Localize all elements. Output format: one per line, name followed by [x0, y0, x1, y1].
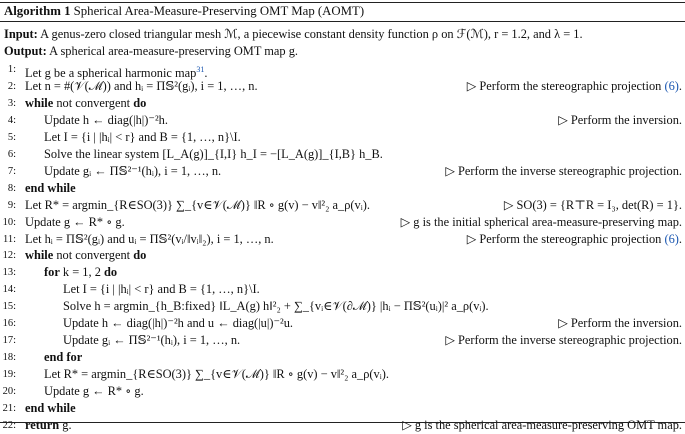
- line-statement: [25, 180, 76, 198]
- comment-end: .: [678, 231, 682, 246]
- algorithm-line: [0, 61, 685, 79]
- equation-ref[interactable]: (6): [664, 231, 679, 246]
- line-number: 15:: [2, 301, 16, 313]
- input-line: [0, 26, 685, 44]
- line-number: 17:: [2, 335, 16, 347]
- title-rule: [0, 21, 685, 22]
- input-text: A genus-zero closed triangular mesh ℳ, a piecewise constant density function ρ on ℱ(ℳ), r = 1.2, and λ = 1.: [40, 27, 583, 41]
- line-comment: [558, 315, 682, 333]
- line-number: 2:: [7, 80, 16, 92]
- comment-end: .: [678, 78, 682, 93]
- line-number: 12:: [2, 250, 16, 262]
- line-statement: [25, 400, 76, 418]
- statement-text: k = 1, 2: [59, 265, 104, 280]
- statement-text: Update g ← R* ∘ g.: [25, 214, 125, 229]
- line-statement: [25, 78, 258, 96]
- line-number: 18:: [2, 352, 16, 364]
- input-label: Input:: [4, 27, 38, 41]
- line-statement: [25, 231, 274, 249]
- statement-text: Solve h = argmin_{h_B:fixed} ‖L_A(g) h‖²₂ + ∑_{vᵢ∈𝒱(∂ℳ)} |hᵢ − Π𝕊²(uᵢ)|² a_ρ(vᵢ).: [63, 299, 489, 314]
- keyword: for: [44, 265, 60, 280]
- algorithm-line: [0, 214, 685, 232]
- line-statement: [25, 95, 146, 113]
- statement-text: Let I = {i | |hᵢ| < r} and B = {1, …, n}\I.: [63, 282, 260, 297]
- comment-text: ▷ Perform the inverse stereographic projection.: [445, 163, 682, 178]
- line-statement: [25, 247, 146, 265]
- line-statement: [25, 417, 72, 434]
- algorithm-line: [0, 400, 685, 418]
- line-number: 21:: [2, 403, 16, 414]
- statement-text: Update h ← diag(|h|)⁻²h.: [44, 112, 168, 127]
- statement-text: Let R* = argmin_{R∈SO(3)} ∑_{v∈𝒱(ℳ)} ‖R ∘ g(v) − v‖²₂ a_ρ(vᵢ).: [44, 367, 389, 382]
- keyword: end for: [44, 350, 83, 365]
- output-line: [0, 43, 685, 61]
- line-number: 4:: [7, 114, 16, 126]
- algorithm-line: [0, 383, 685, 401]
- statement-text: Solve the linear system [L_A(g)]_{I,I} h_I = −[L_A(g)]_{I,B} h_B.: [44, 146, 383, 161]
- line-comment: [402, 417, 682, 434]
- line-statement: [25, 197, 370, 215]
- keyword: while: [25, 248, 54, 263]
- statement-text: not convergent: [53, 95, 134, 110]
- algorithm-line: [0, 298, 685, 316]
- line-comment: [401, 214, 682, 232]
- line-statement: [44, 163, 221, 181]
- line-number: 20:: [2, 386, 16, 398]
- algorithm-line: [0, 247, 685, 265]
- output-label: Output:: [4, 44, 47, 58]
- algorithm-line: [0, 180, 685, 198]
- comment-text: ▷ Perform the stereographic projection: [466, 78, 665, 93]
- keyword: do: [133, 95, 147, 110]
- algorithm-name: Spherical Area-Measure-Preserving OMT Map (AOMT): [73, 4, 365, 18]
- line-number: 22:: [2, 419, 16, 431]
- algorithm-title: [4, 3, 364, 19]
- algorithm-line: [0, 349, 685, 367]
- comment-text: ▷ Perform the inversion.: [558, 112, 682, 127]
- line-statement: [44, 264, 117, 282]
- line-statement: [63, 315, 293, 333]
- keyword: while: [25, 95, 54, 110]
- comment-text: ▷ Perform the inversion.: [558, 316, 682, 331]
- line-statement: [63, 298, 489, 316]
- statement-text: Let hᵢ = Π𝕊²(gᵢ) and uᵢ = Π𝕊²(vᵢ/‖vᵢ‖₂), i = 1, …, n.: [25, 231, 274, 246]
- line-statement: [44, 349, 82, 367]
- statement-text: not convergent: [53, 248, 134, 263]
- output-text: A spherical area-measure-preserving OMT map g.: [49, 44, 298, 58]
- keyword: end while: [25, 401, 76, 415]
- line-number: 5:: [7, 131, 16, 143]
- statement-text: Let g be a spherical harmonic map: [25, 66, 197, 81]
- comment-text: ▷ Perform the stereographic projection: [466, 231, 665, 246]
- line-statement: [44, 383, 144, 401]
- comment-text: ▷ g is the initial spherical area-measure-preserving map.: [400, 214, 682, 229]
- statement-text: Let R* = argmin_{R∈SO(3)} ∑_{v∈𝒱(ℳ)} ‖R ∘ g(v) − v‖²₂ a_ρ(vᵢ).: [25, 197, 370, 212]
- line-number: 13:: [2, 267, 16, 279]
- statement-text: Let I = {i | |hᵢ| < r} and B = {1, …, n}\I.: [44, 129, 241, 144]
- line-number: 14:: [2, 284, 16, 296]
- line-statement: [44, 146, 383, 164]
- statement-text: Update gᵢ ← Π𝕊²⁻¹(hᵢ), i = 1, …, n.: [44, 163, 222, 178]
- algorithm-line: [0, 163, 685, 181]
- line-number: 9:: [7, 199, 16, 211]
- line-statement: [63, 281, 260, 299]
- line-number: 6:: [7, 148, 16, 160]
- algorithm-line: [0, 95, 685, 113]
- line-comment: [558, 112, 682, 130]
- algorithm-line: [0, 366, 685, 384]
- line-number: 3:: [7, 97, 16, 109]
- line-number: 19:: [2, 369, 16, 381]
- algorithm-line: [0, 78, 685, 96]
- algorithm-label: Algorithm 1: [4, 4, 71, 18]
- line-statement: [44, 112, 168, 130]
- line-statement: [44, 129, 241, 147]
- comment-text: ▷ SO(3) = {R⊤R = I₃, det(R) = 1}.: [503, 197, 682, 212]
- line-statement: [63, 332, 240, 350]
- algorithm-line: [0, 146, 685, 164]
- citation-ref[interactable]: 31: [196, 65, 205, 74]
- keyword: end while: [25, 180, 76, 195]
- line-number: 10:: [2, 216, 16, 228]
- statement-end: .: [204, 66, 208, 81]
- comment-text: ▷ Perform the inverse stereographic projection.: [445, 333, 682, 348]
- line-comment: [467, 231, 682, 249]
- statement-text: Update h ← diag(|h|)⁻²h and u ← diag(|u|)⁻²u.: [63, 316, 294, 331]
- algorithm-line: [0, 197, 685, 215]
- line-number: 16:: [2, 318, 16, 330]
- algorithm-line: [0, 332, 685, 350]
- line-comment: [445, 163, 682, 181]
- line-number: 1:: [7, 64, 16, 75]
- line-statement: [25, 214, 125, 232]
- algorithm-line: [0, 112, 685, 130]
- algorithm-line: [0, 417, 685, 434]
- line-number: 11:: [2, 233, 16, 245]
- comment-text: ▷ g is the spherical area-measure-preserving OMT map.: [402, 417, 682, 432]
- keyword: do: [104, 265, 118, 280]
- line-comment: [504, 197, 682, 215]
- line-number: 7:: [7, 165, 16, 177]
- bottom-rule: [0, 422, 685, 423]
- keyword: return: [25, 417, 60, 432]
- line-statement: [44, 366, 389, 384]
- algorithm-line: [0, 129, 685, 147]
- line-comment: [467, 78, 682, 96]
- algorithm-line: [0, 315, 685, 333]
- statement-text: Let n = #(𝒱(ℳ)) and hᵢ = Π𝕊²(gᵢ), i = 1, …, n.: [25, 78, 258, 93]
- statement-text: Update gᵢ ← Π𝕊²⁻¹(hᵢ), i = 1, …, n.: [63, 333, 241, 348]
- line-number: 8:: [7, 182, 16, 194]
- algorithm-line: [0, 231, 685, 249]
- statement-text: g.: [59, 417, 72, 432]
- keyword: do: [133, 248, 147, 263]
- algorithm-line: [0, 281, 685, 299]
- algorithm-line: [0, 264, 685, 282]
- statement-text: Update g ← R* ∘ g.: [44, 384, 144, 399]
- line-comment: [445, 332, 682, 350]
- equation-ref[interactable]: (6): [664, 78, 679, 93]
